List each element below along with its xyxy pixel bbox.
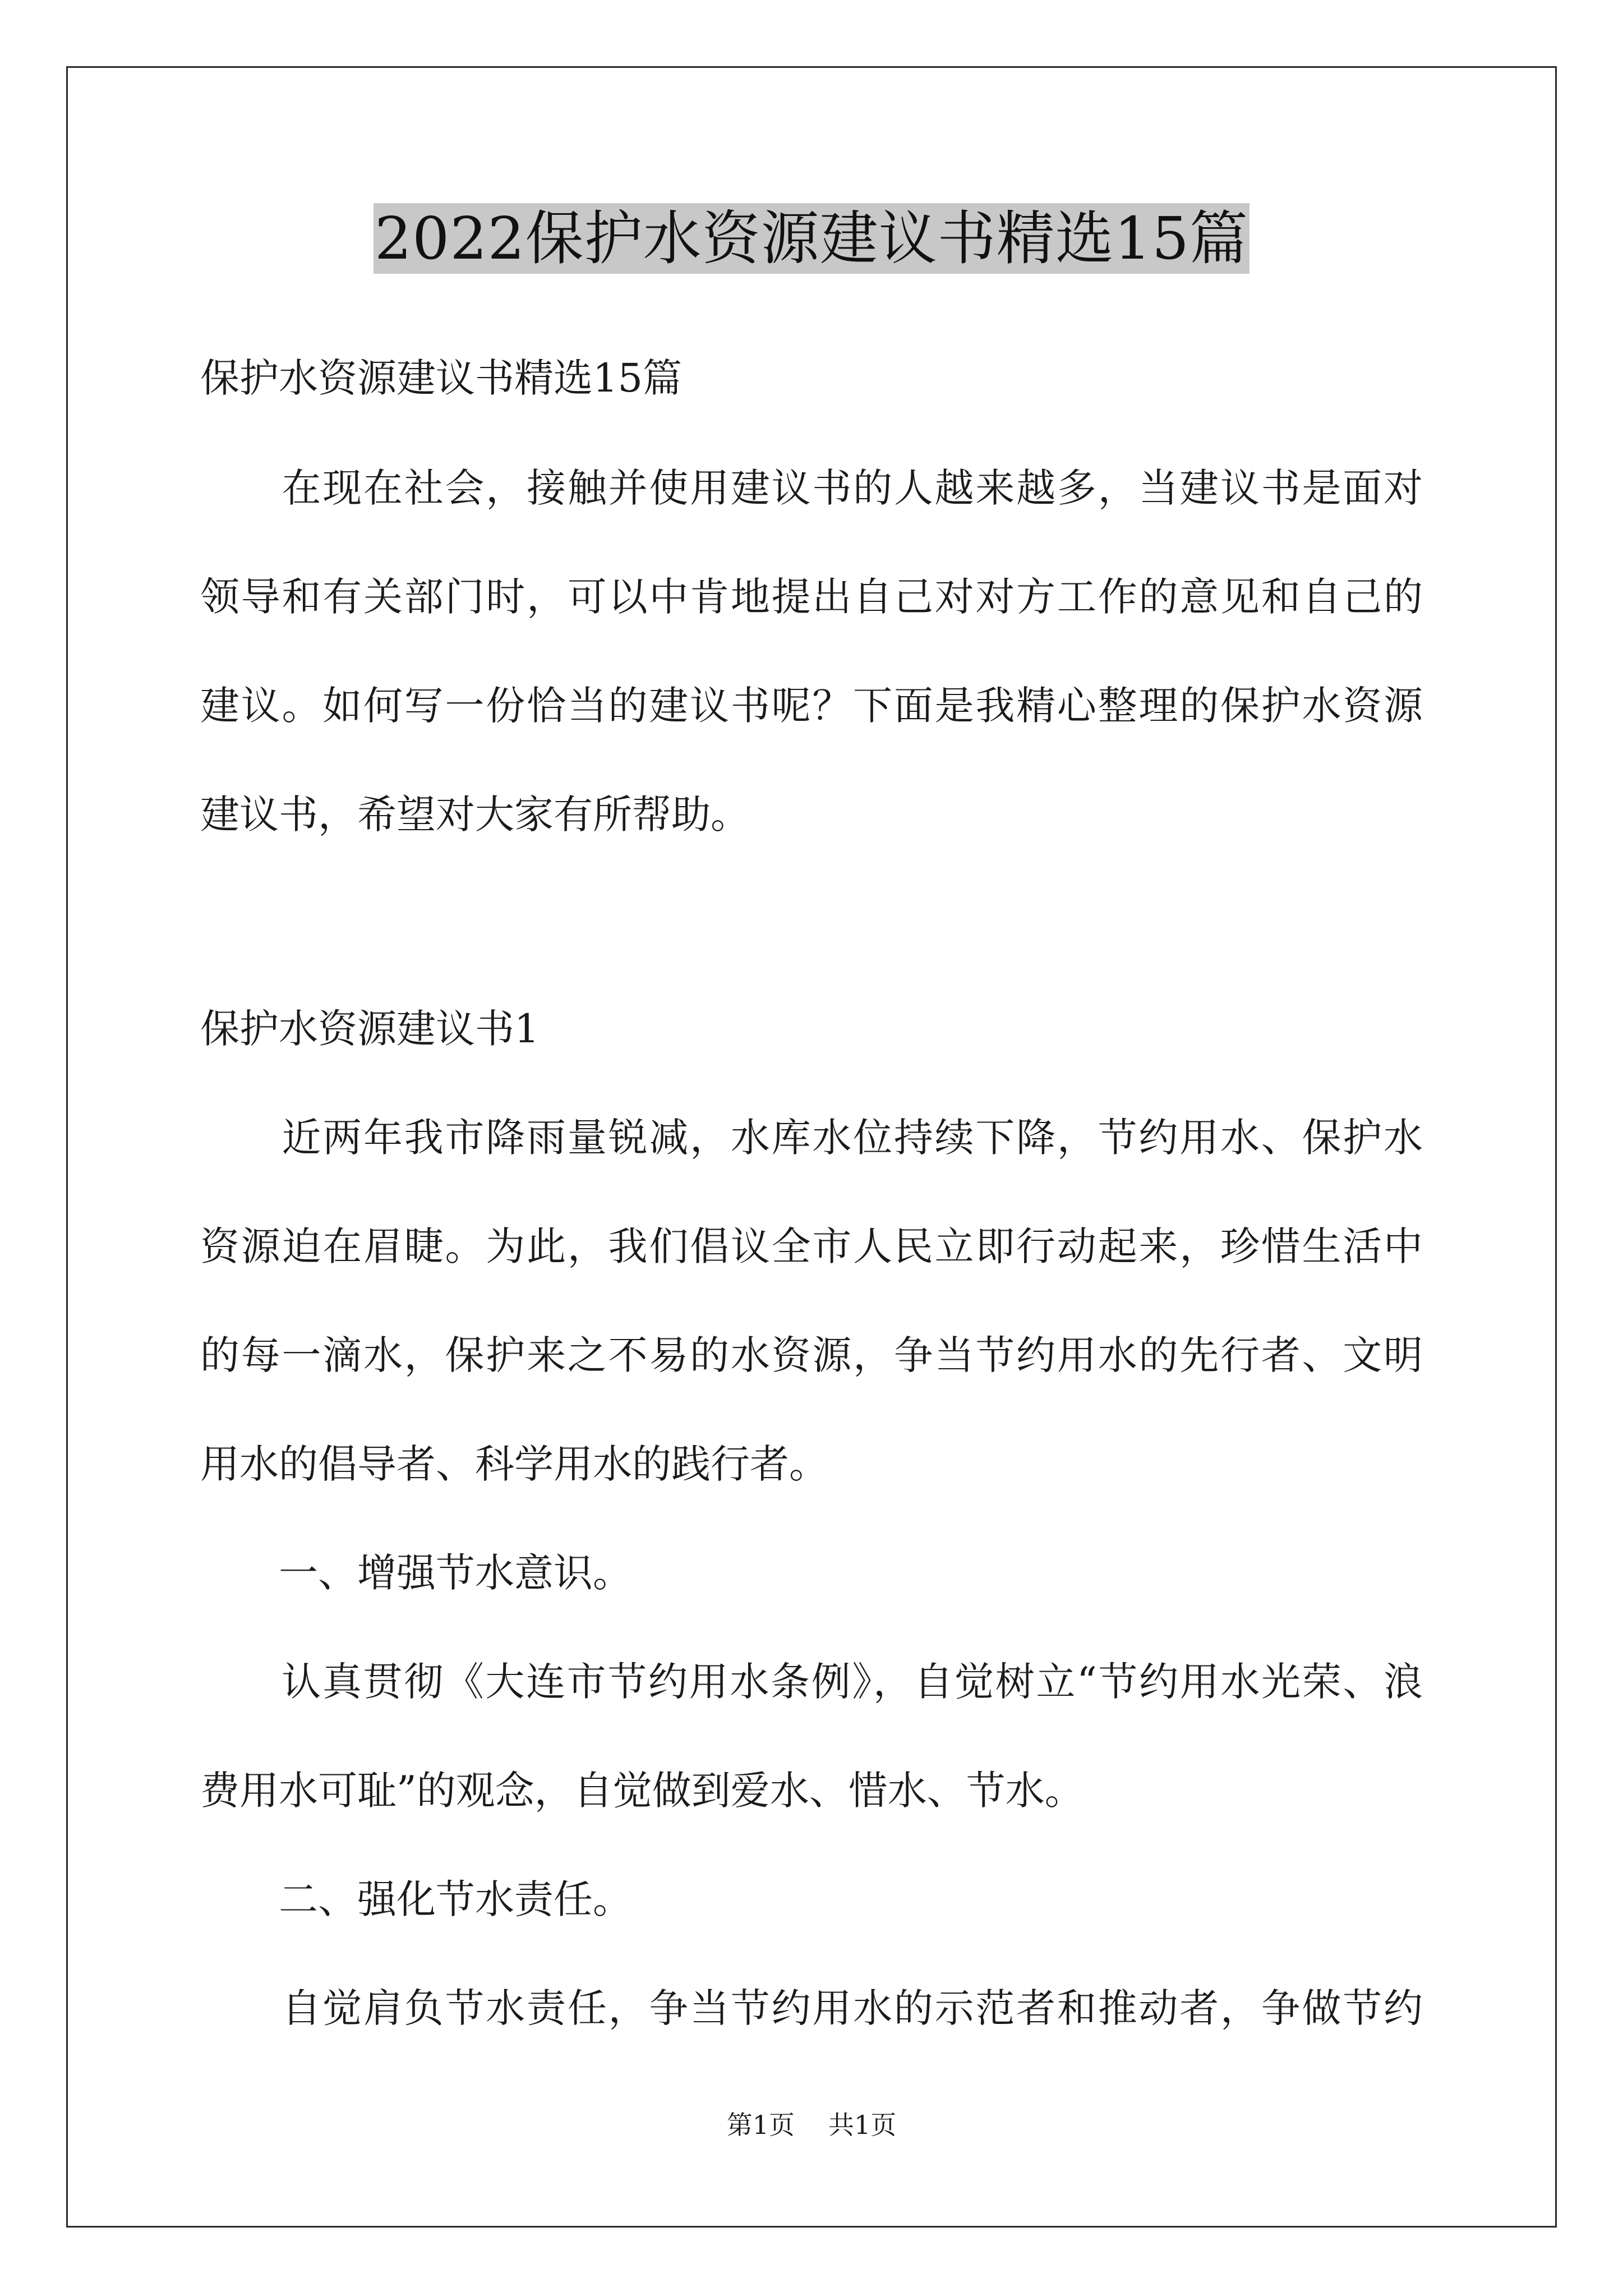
- body-line-3: 的每一滴水，保护来之不易的水资源，争当节约用水的先行者、文明: [200, 1332, 1423, 1378]
- body-line-7: 费用水可耻”的观念，自觉做到爱水、惜水、节水。: [200, 1768, 1084, 1814]
- intro-line-4: 建议书，希望对大家有所帮助。: [200, 792, 750, 838]
- title-container: [0, 203, 1623, 274]
- intro-line-1: 在现在社会，接触并使用建议书的人越来越多，当建议书是面对: [200, 465, 1423, 511]
- page-number: 第1页: [726, 2110, 795, 2140]
- body-line-2: 资源迫在眉睫。为此，我们倡议全市人民立即行动起来，珍惜生活中: [200, 1223, 1423, 1269]
- body-line-6: 认真贯彻《大连市节约用水条例》，自觉树立“节约用水光荣、浪: [200, 1659, 1423, 1705]
- intro-line-3: 建议。如何写一份恰当的建议书呢？下面是我精心整理的保护水资源: [200, 683, 1423, 729]
- body-line-4: 用水的倡导者、科学用水的践行者。: [200, 1441, 828, 1487]
- body-line-9: 自觉肩负节水责任，争当节约用水的示范者和推动者，争做节约: [200, 1985, 1423, 2031]
- section-heading: 保护水资源建议书1: [200, 1006, 540, 1052]
- page-footer: [0, 2109, 1623, 2141]
- body-heading-1: 一、增强节水意识。: [200, 1550, 632, 1596]
- page-total: 共1页: [828, 2110, 897, 2140]
- body-line-1: 近两年我市降雨量锐减，水库水位持续下降，节约用水、保护水: [200, 1115, 1423, 1161]
- intro-line-2: 领导和有关部门时，可以中肯地提出自己对对方工作的意见和自己的: [200, 574, 1423, 620]
- document-subtitle: 保护水资源建议书精选15篇: [200, 355, 683, 401]
- document-title: 2022保护水资源建议书精选15篇: [374, 204, 1248, 273]
- body-heading-2: 二、强化节水责任。: [200, 1876, 632, 1922]
